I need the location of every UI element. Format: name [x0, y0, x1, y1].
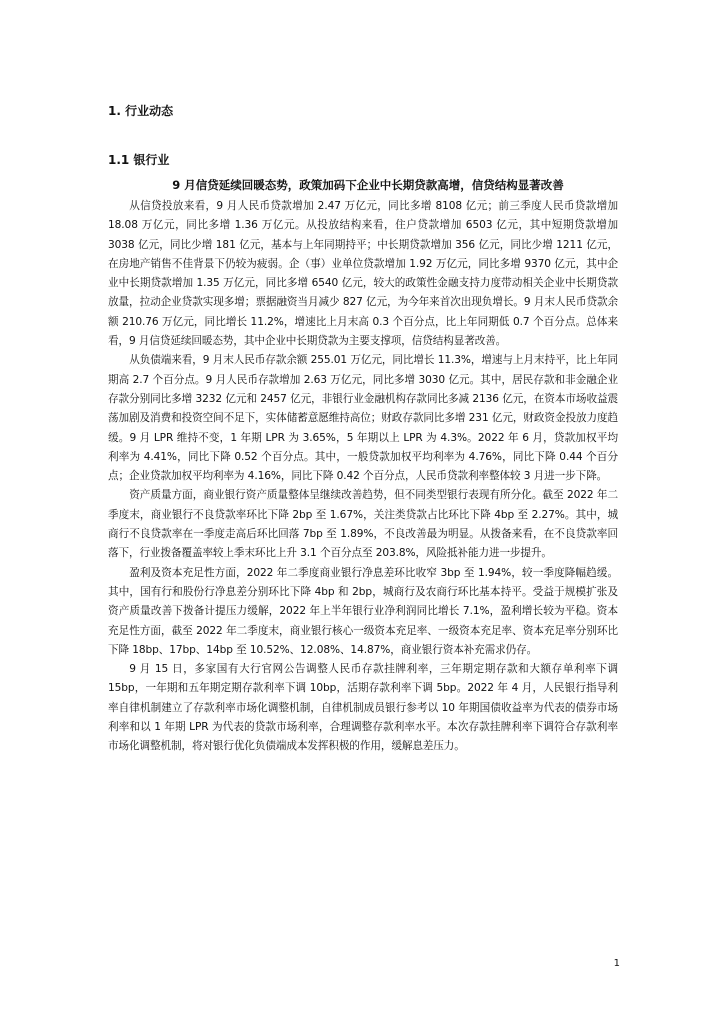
paragraph-asset-quality: 资产质量方面，商业银行资产质量整体呈继续改善趋势，但不同类型银行表现有所分化。截至 2022 年二季度末，商业银行不良贷款率环比下降 2bp 至 1.67%，关注类贷款占比环比下降 4bp 至 2.27%。其中，城商行不良贷款率在一季度走高后环比回落 7bp 至 1.89%，不良改善最为明显。从拨备来看，在不良贷款率回落下，行业拨备覆盖率较上季末环比上升 3.1 个百分点至 203.8%，风险抵补能力进一步提升。: [108, 489, 618, 560]
paragraph-credit-supply: 从信贷投放来看，9 月人民币贷款增加 2.47 万亿元，同比多增 8108 亿元；前三季度人民币贷款增加 18.08 万亿元，同比多增 1.36 万亿元。从投放结构来看，住户贷款增加 6503 亿元，其中短期贷款增加 3038 亿元，同比少增 181 亿元，基本与上年同期持平；中长期贷款增加 356 亿元，同比少增 1211 亿元，在房地产销售不佳背景下仍较为疲弱。企（事）业单位贷款增加 1.92 万亿元，同比多增 9370 亿元，其中企业中长期贷款增加 1.35 万亿元，同比多增 6540 亿元，较大的政策性金融支持力度带动相关企业中长期贷款放量，拉动企业贷款实现多增；票据融资当月减少 827 亿元，为今年来首次出现负增长。9 月末人民币贷款余额 210.76 万亿元，同比增长 11.2%，增速比上月末高 0.3 个百分点，比上年同期低 0.7 个百分点。总体来看，9 月信贷延续回暖态势，其中企业中长期贷款为主要支撑项，信贷结构显著改善。: [108, 200, 618, 348]
paragraph-liabilities: 从负债端来看，9 月末人民币存款余额 255.01 万亿元，同比增长 11.3%，增速与上月末持平，比上年同期高 2.7 个百分点。9 月人民币存款增加 2.63 万亿元，同比多增 3030 亿元。其中，居民存款和非金融企业存款分别同比多增 3232 亿元和 2457 亿元，非银行业金融机构存款同比多减 2136 亿元，在资本市场收益震荡加剧及消费和投资空间不足下，实体储蓄意愿维持高位；财政存款同比多增 231 亿元，财政资金投放力度趋缓。9 月 LPR 维持不变，1 年期 LPR 为 3.65%，5 年期以上 LPR 为 4.3%。2022 年 6 月，贷款加权平均利率为 4.41%，同比下降 0.52 个百分点。其中，一般贷款加权平均利率为 4.76%，同比下降 0.44 个百分点；企业贷款加权平均利率为 4.16%，同比下降 0.42 个百分点，人民币贷款利率整体较 3 月进一步下降。: [108, 354, 618, 483]
paragraph-deposit-rates: 9 月 15 日，多家国有大行官网公告调整人民币存款挂牌利率，三年期定期存款和大额存单利率下调 15bp，一年期和五年期定期存款利率下调 10bp，活期存款利率下调 5bp。2022 年 4 月，人民银行指导利率自律机制建立了存款利率市场化调整机制，自律机制成员银行参考以 10 年期国债收益率为代表的债券市场利率和以 1 年期 LPR 为代表的贷款市场利率，合理调整存款利率水平。本次存款挂牌利率下调符合存款利率市场化调整机制，将对银行优化负债端成本发挥积极的作用，缓解息差压力。: [108, 663, 618, 753]
paragraph-profitability-capital: 盈利及资本充足性方面，2022 年二季度商业银行净息差环比收窄 3bp 至 1.94%，较一季度降幅趋缓。其中，国有行和股份行净息差分别环比下降 4bp 和 2bp，城商行及农商行环比基本持平。受益于规模扩张及资产质量改善下拨备计提压力缓解，2022 年上半年银行业净利润同比增长 7.1%，盈利增长较为平稳。资本充足性方面，截至 2022 年二季度末，商业银行核心一级资本充足率、一级资本充足率、资本充足率分别环比下降 18bp、17bp、14bp 至 10.52%、12.08%、14.87%，商业银行资本补充需求仍存。: [108, 566, 618, 656]
subsection-heading: 1.1 银行业: [108, 153, 170, 167]
article-body: [108, 176, 618, 757]
page-number: 1: [613, 958, 620, 969]
article-headline: 9 月信贷延续回暖态势，政策加码下企业中长期贷款高增，信贷结构显著改善: [172, 178, 564, 192]
section-heading: 1. 行业动态: [108, 104, 174, 118]
